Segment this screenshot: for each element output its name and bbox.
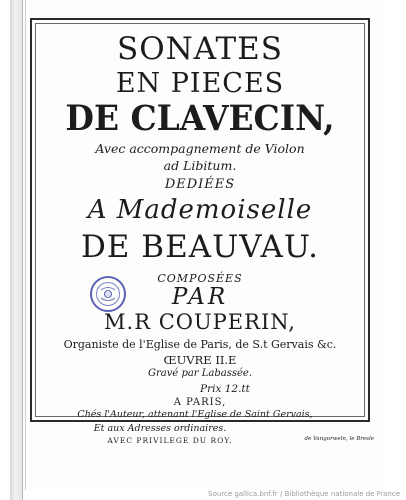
opus-number: ŒUVRE II.E [163,353,237,367]
subtitle-ad-libitum: ad Libitum. [163,158,237,173]
dedication-mademoiselle: A Mademoiselle [87,195,313,225]
engraver-signature: de Vangorweln, le Bresle [304,436,374,442]
right-margin [383,0,406,500]
title-en-pieces: EN PIECES [115,68,285,99]
dedication-label: DEDIÉES [164,177,236,192]
library-stamp-icon [90,276,126,312]
composer-name: M.R COUPERIN, [104,310,296,334]
source-attribution: Source gallica.bnf.fr / Bibliothèque nationale de France [208,490,400,498]
imprint-addresses: Et aux Adresses ordinaires. [93,423,227,434]
price: Prix 12.tt [200,383,250,395]
title-de-clavecin: DE CLAVECIN, [65,98,335,139]
book-spine-edge [10,0,23,500]
royal-privilege: AVEC PRIVILEGE DU ROY. [107,436,233,445]
title-sonates: SONATES [116,31,283,67]
composees-label: COMPOSÉES [157,272,243,285]
composer-position: Organiste de l'Eglise de Paris, de S.t Gervais &c. [63,338,337,351]
subtitle-accompaniment: Avec accompagnement de Violon [95,141,305,156]
engraver-credit: Gravé par Labassée. [147,368,253,379]
par-label: PAR [171,284,229,310]
imprint-address: Chés l'Auteur, attenant l'Eglise de Saint Gervais, [77,409,313,420]
imprint-city: A PARIS, [173,397,227,408]
dedicatee-name: DE BEAUVAU. [80,229,320,265]
